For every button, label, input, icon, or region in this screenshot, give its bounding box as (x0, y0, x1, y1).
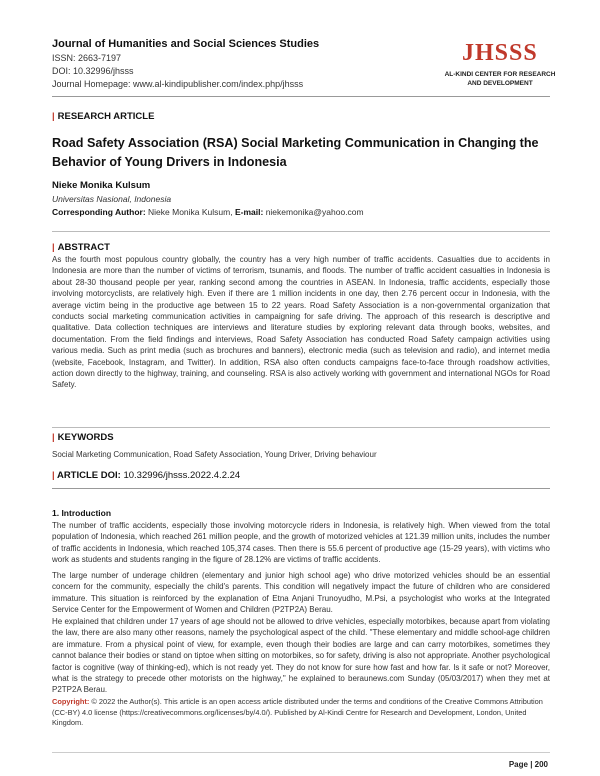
intro-paragraph-2: The large number of underage children (elementary and junior high school age) who drive motorized vehicles should be an essential concern for the community, especially the child's parents. This condition will negatively impact the future of children who are considered immature. This situation is reinforced by the explanation of Etna Anjani Trunoyudho, M.Psi, a psychologist who works at the Integrated Service Center for the Empowerment of Women and Children (P2TP2A) Berau. (52, 571, 550, 615)
accent-bar: | (52, 242, 55, 253)
keywords-heading (52, 432, 114, 443)
abstract-divider (52, 231, 550, 232)
paper-title: Road Safety Association (RSA) Social Marketing Communication in Changing the Behavior of Young Drivers in Indonesia (52, 136, 539, 169)
corresponding-label: Corresponding Author: (52, 207, 146, 217)
journal-doi: DOI: 10.32996/jhsss (52, 66, 134, 76)
accent-bar: | (52, 470, 57, 481)
copyright-notice (52, 697, 550, 729)
copyright-text: © 2022 the Author(s). This article is an open access article distributed under the terms and conditions of the Creative Commons Attribution (CC-BY) 4.0 license (https://creativecommons.org/licenses/by/4.0/). Published by Al-Kindi Centre for Research and Development, London, United Kingdom. (52, 697, 543, 727)
keywords-divider (52, 427, 550, 428)
introduction-heading: 1. Introduction (52, 508, 112, 518)
article-doi-value[interactable]: 10.32996/jhsss.2022.4.2.24 (123, 470, 241, 481)
corresponding-name: Nieke Monika Kulsum, (148, 207, 233, 217)
article-doi-label: ARTICLE DOI: (56, 470, 121, 481)
author-affiliation: Universitas Nasional, Indonesia (52, 194, 172, 204)
abstract-heading (52, 242, 110, 253)
article-doi (52, 470, 240, 481)
article-type-label: RESEARCH ARTICLE (57, 111, 155, 122)
intro-paragraph-3: He explained that children under 17 years of age should not be allowed to drive vehicles, especially motorbikes, because apart from violating the law, there are also many other reasons, namely the psychological aspect of the child. "These elementary and middle school-age children are immature. From a physical point of view, for example, even though their bodies are large and can carry motorbikes, sometimes they cannot balance their bodies or stand on tiptoe when sitting on motorbikes, so for safety, driving is also not appropriate. Another psychological factor is cognitive (way of thinking-ed), which is not ready yet. They do not know for sure how fast and how far. Is it safe or not? Moreover, what is the strategy to precede other motorists on the highway," he explained to beraunews.com Sunday (05/03/2017) when they met at P2TP2A Berau. (52, 617, 550, 695)
copyright-label: Copyright: (52, 697, 90, 706)
intro-paragraph-1: The number of traffic accidents, especially those involving motorcycle riders in Indonesia, is relatively high. When viewed from the total population of Indonesia, which reached 261 million people, and the growth of motorized vehicles at 121.39 million units, includes the number of traffic accidents in Indonesia, which reached 105,374 cases. Then there is 55.6 percent of productive age (15-29 years), with victims who work as students and students ranging in the figure of 28.12% are victims of traffic accidents. (52, 521, 550, 565)
article-type (52, 111, 154, 122)
footer-divider (52, 752, 550, 753)
accent-bar: | (52, 432, 55, 443)
intro-divider (52, 488, 550, 489)
logo-subtitle: AL-KINDI CENTER FOR RESEARCH AND DEVELOPMENT (444, 71, 556, 87)
page-number: Page | 200 (508, 760, 548, 769)
corresponding-author (52, 207, 364, 217)
header-divider (52, 96, 550, 97)
keywords-text: Social Marketing Communication, Road Safety Association, Young Driver, Driving behaviour (52, 450, 377, 459)
email-label: E-mail: (234, 207, 264, 217)
keywords-heading-label: KEYWORDS (57, 432, 114, 443)
abstract-text: As the fourth most populous country globally, the country has a very high number of traffic accidents. Casualties due to accidents in Indonesia are more than the number of victims of terrorism, tsunamis, and floods. The number of traffic accident casualties in Indonesia is about 28-30 thousand people per year, ranking second among the countries in ASEAN. In Indonesia, traffic accidents, especially those involving motorcyclists, are relatively high. Even if there are 1 million incidents in one day, then 2.76 percent occur in Indonesia, with the average victim being in the productive age between 15 to 22 years. Road Safety Association is a non-governmental organization that conducts social marketing communication activities in campaigning for safe driving. The approach of this research is descriptive and qualitative. Data collection techniques are interviews and literature studies by exploring relevant data through books, websites, and documentation. From the field findings and interviews, Road Safety Association has conducted Road Safety campaign activities using various media. Such as print media (such as brochures and banners), electronic media (such as television and radio), and internet media (website, Facebook, Instagram, and Twitter). In addition, RSA also often conducts campaigns face-to-face through roadshow activities, action down directly to the highway, training, and counseling. RSA is also actively working with government and international NGOs for Road Safety. (52, 255, 550, 390)
author-name: Nieke Monika Kulsum (52, 180, 151, 191)
abstract-heading-label: ABSTRACT (57, 242, 110, 253)
journal-homepage[interactable]: Journal Homepage: www.al-kindipublisher.com/index.php/jhsss (52, 79, 304, 89)
journal-logo: JHSSS (462, 40, 538, 66)
corresponding-email[interactable]: niekemonika@yahoo.com (265, 207, 364, 217)
journal-issn: ISSN: 2663-7197 (52, 53, 122, 63)
accent-bar: | (52, 111, 55, 122)
journal-title: Journal of Humanities and Social Sciences Studies (52, 38, 320, 50)
